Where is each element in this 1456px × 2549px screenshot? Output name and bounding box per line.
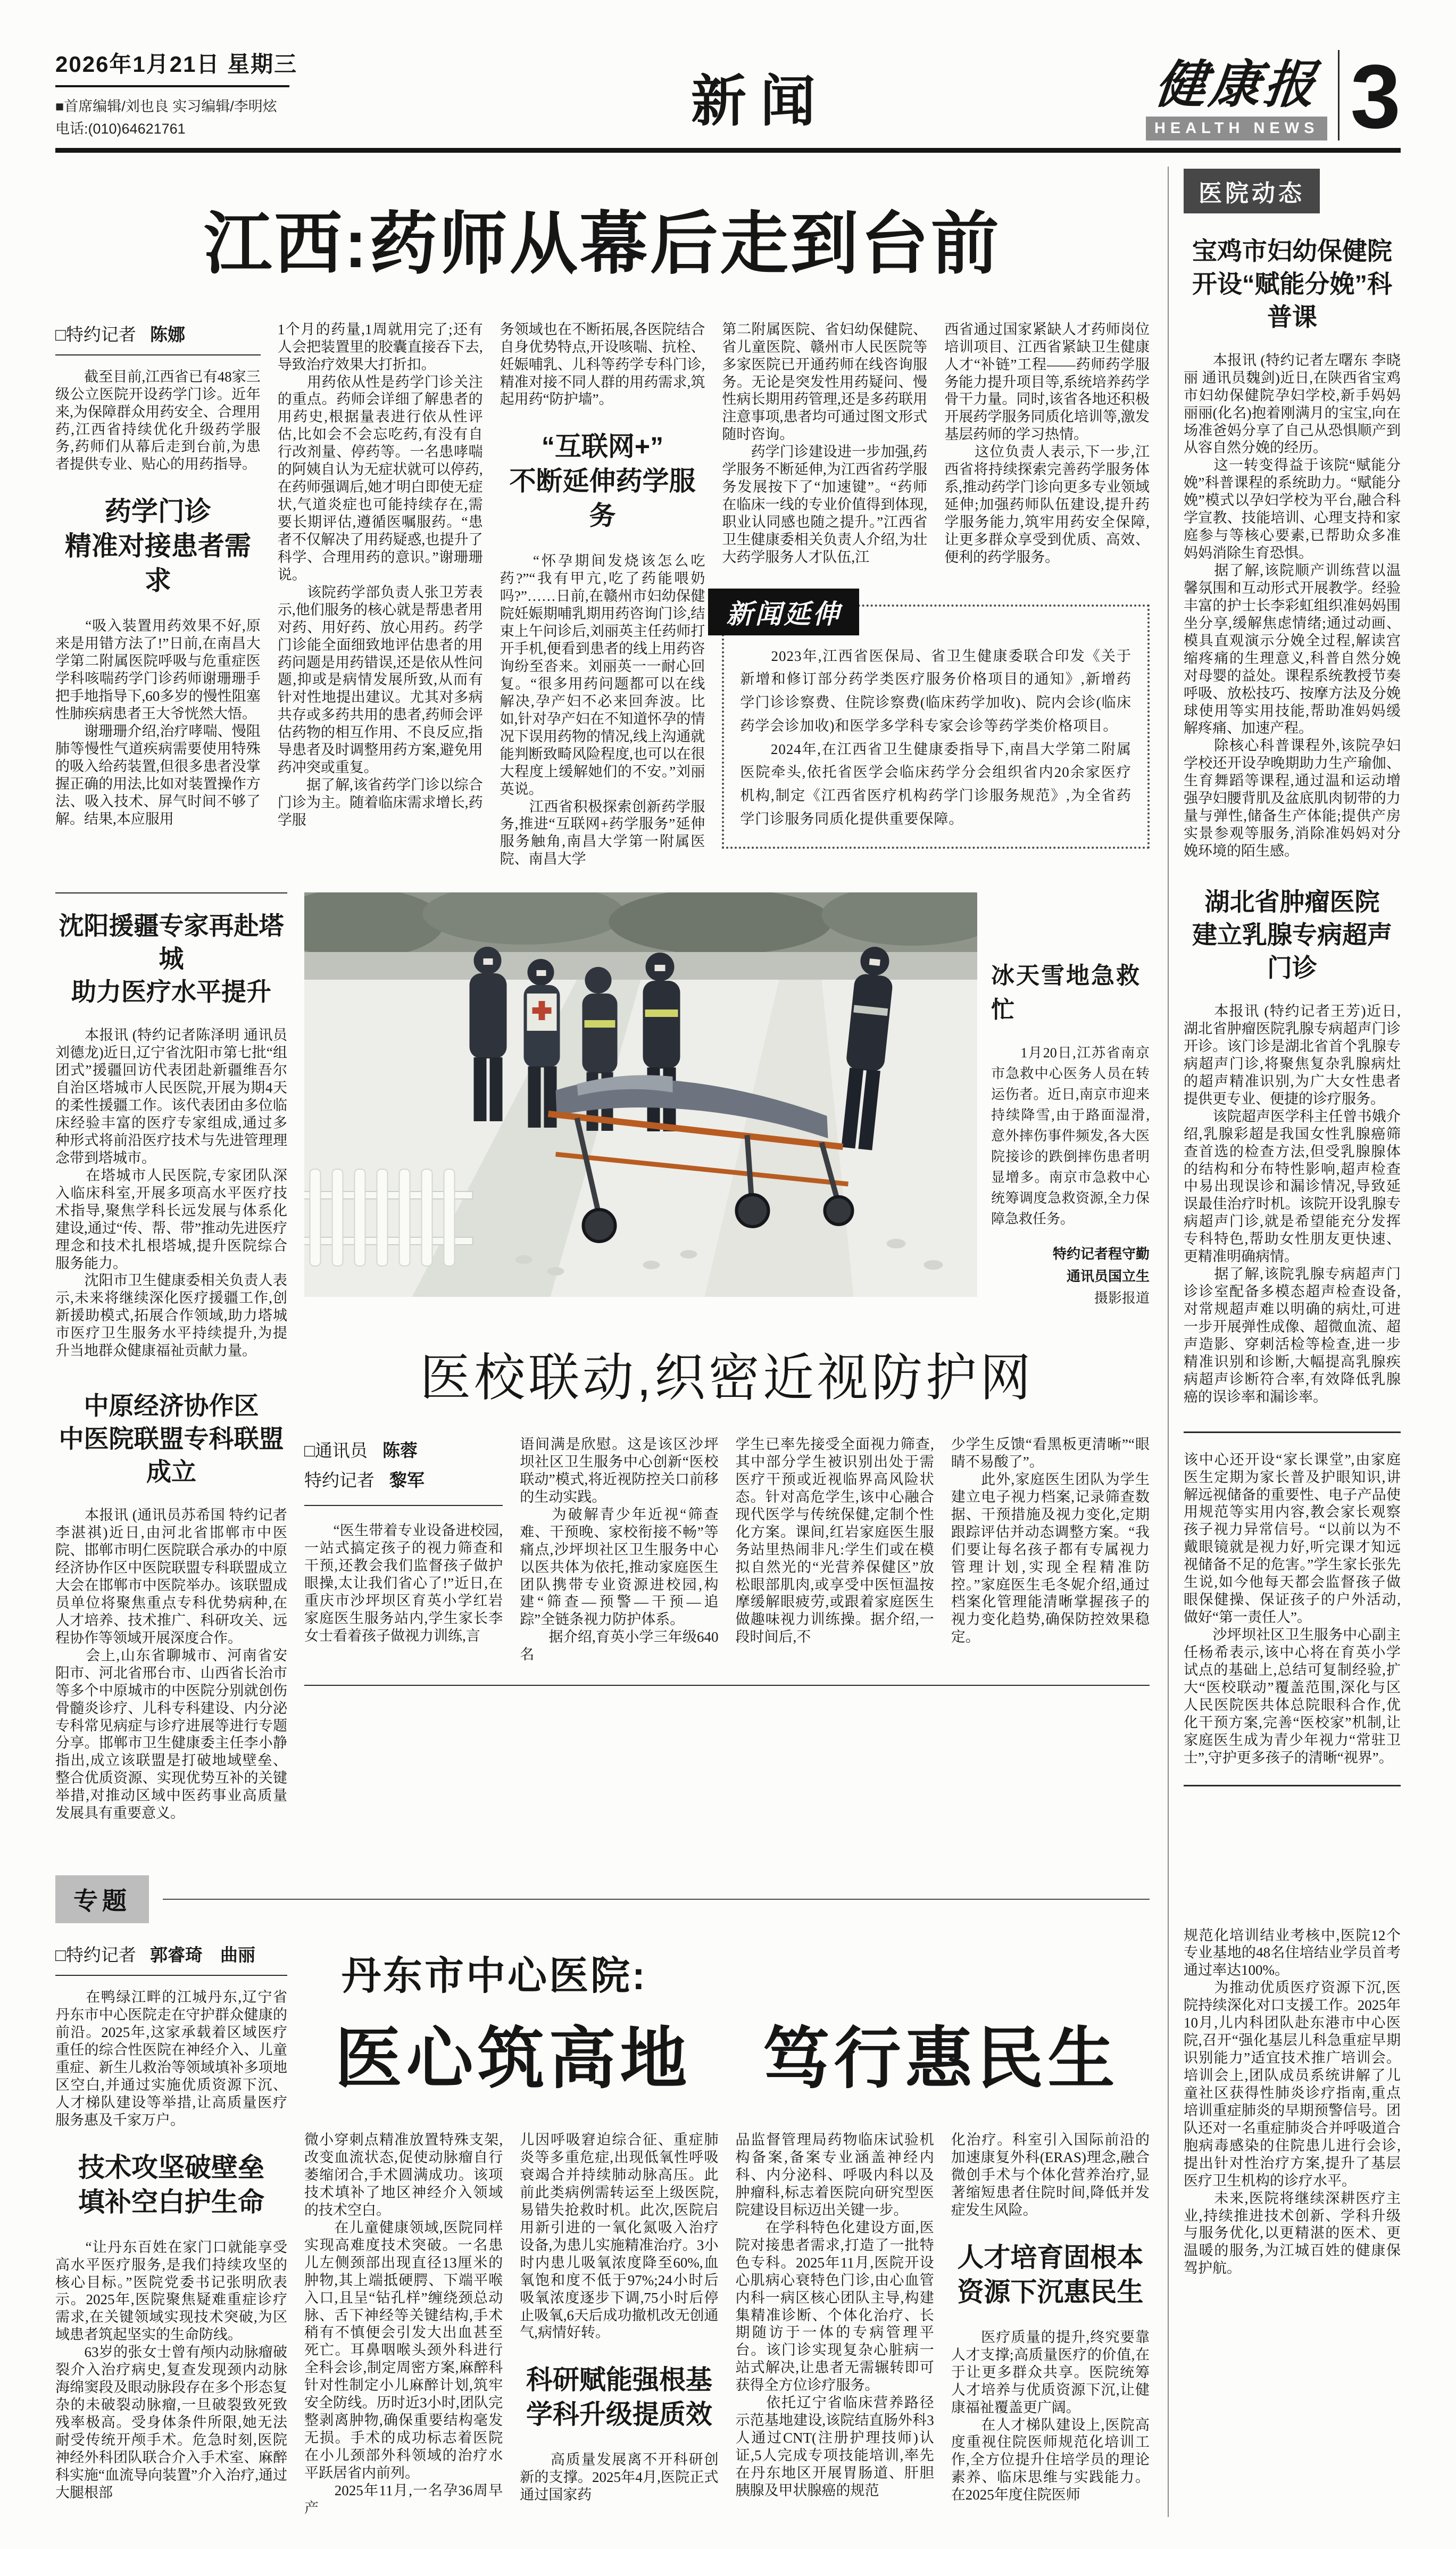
paragraph: 务领域也在不断拓展,各医院结合自身优势特点,开设咳喘、抗栓、妊娠哺乳、儿科等药学专科门诊,精准对接不同人群的用药需求,筑起用药“防护墙”。 [500, 321, 705, 408]
editors-line: ■首席编辑/刘也良 实习编辑/李明炫 [55, 98, 277, 114]
paragraph: 依托辽宁省临床营养路径示范基地建设,该院结直肠外科3人通过CNT(注册护理技师)认证,5人完成专项技能培训,率先在丹东地区开展胃肠道、肝胆胰腺及甲状腺癌的规范 [735, 2395, 934, 2498]
subhead-talent [951, 2240, 1150, 2310]
byline-name: 陈蓉 [382, 1441, 418, 1461]
caption-title: 冰天雪地急救忙 [991, 963, 1141, 1023]
article-columns [55, 321, 1150, 868]
paragraph: 未来,医院将继续深耕医疗主业,持续推进技术创新、学科升级与服务优化,以更精湛的医术、更温暖的服务,为江城百姓的健康保驾护航。 [1184, 2190, 1401, 2277]
subhead-line: 资源下沉惠民生 [957, 2277, 1144, 2307]
paragraph: 据了解,该院乳腺专病超声门诊诊室配备多模态超声检查设备,对常规超声难以明确的病灶,可进一步开展弹性成像、超微血流、超声造影、穿刺活检等检查,进一步精准识别和诊断,大幅提高乳腺疾病超声诊断符合率,有效降低乳腺癌的误诊率和漏诊率。 [1184, 1266, 1401, 1405]
paragraph: 化治疗。科室引入国际前沿的加速康复外科(ERAS)理念,融合微创手术与个体化营养治疗,显著缩短患者住院时间,降低并发症发生风险。 [951, 2132, 1150, 2218]
paragraph-group [520, 2131, 718, 2341]
paragraph: 用药依从性是药学门诊关注的重点。药师会详细了解患者的用药史,根据量表进行依从性评估,比如会不会忘吃药,有没有自行改剂量、停药等。一名患哮喘的阿姨自认为无症状就可以停药,在药师强调后,她才明白即使无症状,气道炎症也可能持续存在,需要长期评估,遵循医嘱服药。“患者不仅解决了用药疑惑,也提升了科学、合理用药的意识。”谢珊珊说。 [277, 374, 483, 583]
paragraph: 微小穿刺点精准放置特殊支架,改变血流状态,促使动脉瘤自行萎缩闭合,手术圆满成功。该项技术填补了地区神经介入领域的技术空白。 [304, 2132, 503, 2218]
paragraph-group [500, 321, 705, 409]
paragraph-group [500, 552, 705, 868]
byline-name: 陈娜 [149, 324, 185, 344]
byline-name: 黎军 [389, 1470, 425, 1491]
header [55, 0, 1401, 148]
header-left [55, 47, 375, 140]
dandong-article-continuation [1184, 1927, 1401, 2278]
subhead-line: 药学门诊 [104, 496, 211, 527]
paragraph: 这位负责人表示,下一步,江西省将持续探索完善药学服务体系,推动药学门诊向更多专业领域延伸;加强药师队伍建设,提升药学服务能力,筑牢用药安全保障,让更多群众享受到优质、高效、便利的药学服务。 [944, 444, 1150, 565]
paragraph: “吸入装置用药效果不好,原来是用错方法了!”日前,在南昌大学第二附属医院呼吸与危重症医学科咳喘药学门诊药师谢珊珊手把手地指导下,60多岁的慢性阻塞性肺疾病患者王大爷恍然大悟。 [55, 618, 261, 722]
masthead [1146, 46, 1401, 148]
headline-line: 中原经济协作区 [84, 1392, 259, 1420]
article-column [520, 2131, 718, 2517]
paragraph: 据了解,该院顺产训练营以温馨氛围和互动形式开展教学。经验丰富的护士长李彩虹组织准妈妈围坐分享,缓解焦虑情绪;通过动画、模具直观演示分娩全过程,解读宫缩疼痛的生理意义,科普自然分娩对母婴的益处。课程系统教授节奏呼吸、放松技巧、按摩方法及分娩球使用等实用技能,帮助准妈妈缓解疼痛、加速产程。 [1184, 562, 1401, 736]
subhead-line: 科研赋能强根基 [526, 2365, 712, 2395]
paragraph-group [951, 2329, 1150, 2504]
photo-illustration [304, 892, 977, 1297]
paragraph: 据介绍,育英小学三年级640名 [520, 1629, 719, 1663]
subhead-line: 学科升级提质效 [526, 2399, 712, 2430]
paragraph: 为推动优质医疗资源下沉,医院持续深化对口支援工作。2025年10月,儿内科团队赴东港市中心医院,召开“强化基层儿科急重症早期识别能力”适宜技术推广培训会。培训会上,团队成员系统讲解了儿童社区获得性肺炎诊疗指南,重点培训重症肺炎的早期预警信号。团队还对一名重症肺炎合并呼吸道合胞病毒感染的住院患儿进行会诊,提出针对性治疗方案,提升了基层医疗卫生机构的诊疗水平。 [1184, 1980, 1401, 2189]
paragraph: 江西省积极探索创新药学服务,推进“互联网+药学服务”延伸服务触角,南昌大学第一附属医院、南昌大学 [500, 798, 705, 867]
paragraph: 该中心还开设“家长课堂”,由家庭医生定期为家长普及护眼知识,讲解远视储备的重要性、电子产品使用规范等实用内容,教会家长观察孩子视力异常信号。“以前以为不戴眼镜就是视力好,听完课才知远视储备不足的危害。”学生家长张先生说,如今他每天都会监督孩子做眼保健操、保证孩子的户外活动,做好“第一责任人”。 [1184, 1451, 1401, 1626]
caption-text: 1月20日,江苏省南京市急救中心医务人员在转运伤者。近日,南京市迎来持续降雪,由于路面湿滑,意外摔伤事件频发,各大医院接诊的跌倒摔伤患者明显增多。南京市急救中心统筹调度急救资源,全力保障急救任务。 [991, 1045, 1150, 1227]
paragraph: 1个月的药量,1周就用完了;还有人会把装置里的胶囊直接吞下去,导致治疗效果大打折扣。 [277, 321, 483, 373]
article-column [55, 1941, 287, 2517]
section-badge-special: 专题 [55, 1875, 149, 1923]
headline-line: 沈阳援疆专家再赴塔城 [59, 912, 284, 973]
article-zhongyuan-alliance [55, 1389, 287, 1822]
paragraph-group [304, 1522, 503, 1645]
photo-credit: 特约记者程守勤 [1052, 1246, 1150, 1262]
paragraph: 沙坪坝社区卫生服务中心副主任杨希表示,该中心将在育英小学试点的基础上,总结可复制经验,扩大“医校联动”覆盖范围,深化与区人民医院医共体总院眼科合作,优化干预方案,完善“医校家”机制,让家庭医生成为青少年视力“常驻卫士”,守护更多孩子的清晰“视界”。 [1184, 1627, 1401, 1766]
article-column [951, 2131, 1150, 2517]
paragraph: 2024年,在江西省卫生健康委指导下,南昌大学第二附属医院牵头,依托省医学会临床药学分会组织省内20余家医疗机构,制定《江西省医疗机构药学门诊服务规范》,为全省药学门诊服务同质化提供重要保障。 [740, 741, 1131, 827]
byline [55, 1941, 287, 1976]
paragraph: 学生已率先接受全面视力筛查,其中部分学生被识别出处于需医疗干预或近视临界高风险状态。针对高危学生,该中心融合现代医学与传统保健,定制个性化方案。课间,红岩家庭医生服务站里热闹非凡:学生们或在模拟自然光的“光营养保健区”放松眼部肌肉,或享受中医恒温按摩缓解眼疲劳,或跟着家庭医生做趣味视力训练操。据介绍,一段时间后,不 [735, 1436, 934, 1645]
article-column [736, 1436, 934, 1664]
paragraph: 2023年,江西省医保局、省卫生健康委联合印发《关于新增和修订部分药学类医疗服务价格项目的通知》,新增药学门诊诊察费、住院诊察费(临床药学加收)、院内会诊(临床药学会诊加收)和医学多学科专家会诊等药学类价格项目。 [740, 648, 1131, 734]
subhead-line: 不断延伸药学服务 [509, 466, 696, 531]
paragraph: 在学科特色化建设方面,医院对接患者需求,打造了一批特色专科。2025年11月,医院开设心肌病心衰特色门诊,由心血管内科一病区核心团队主导,构建集精准诊断、个体化治疗、长期随访于一体的专病管理平台。该门诊实现复杂心脏病一站式解决,让患者无需辗转即可获得全方位诊疗服务。 [735, 2219, 934, 2394]
paragraph: “怀孕期间发烧该怎么吃药?”“我有甲亢,吃了药能喂奶吗?”……日前,在赣州市妇幼保健院妊娠期哺乳期用药咨询门诊,结束上午问诊后,刘丽英主任药师打开手机,便看到患者的线上用药咨询纷至沓来。刘丽英一一耐心回复。“很多用药问题都可以在线解决,孕产妇不必来回奔波。比如,针对孕产妇在不知道怀孕的情况下误用药物的情况,线上沟通就能判断致畸风险程度,也可以在很大程度上缓解她们的不安。”刘丽英说。 [500, 553, 705, 797]
headline-jiangxi: 江西:药师从幕后走到台前 [204, 205, 1001, 282]
article-column [520, 1436, 718, 1664]
article-column [722, 321, 927, 585]
center-region [304, 892, 1150, 1852]
paragraph-group [55, 368, 261, 474]
article-column [304, 1436, 503, 1664]
headline-line: 开设“赋能分娩”科普课 [1192, 269, 1392, 331]
header-rule [55, 148, 1401, 153]
paragraph: 医疗质量的提升,终究要靠人才支撑;高质量医疗的价值,在于让更多群众共享。医院统筹人才培养与优质资源下沉,让健康福祉覆盖更广阔。 [951, 2329, 1150, 2415]
article-column [55, 321, 261, 868]
article-column [278, 321, 483, 868]
byline [304, 1436, 503, 1506]
paragraph: 在儿童健康领域,医院同样实现高难度技术突破。一名患儿左侧颈部出现直径13厘米的肿物,其上端抵硬腭、下端平喉入口,且呈“钻孔样”缠绕颈总动脉、舌下神经等关键结构,手术稍有不慎便会引发大出血甚至死亡。耳鼻咽喉头颈外科进行全科会诊,制定周密方案,麻醉科针对性制定小儿麻醉计划,筑牢安全防线。历时近3小时,团队完整剥离肿物,确保重要结构毫发无损。手术的成功标志着医院在小儿颈部外科领域的治疗水平跃居省内前列。 [304, 2219, 503, 2481]
paragraph: 截至目前,江西省已有48家三级公立医院开设药学门诊。近年来,为保障群众用药安全、合理用药,江西省持续优化升级药学服务,药师们从幕后走到台前,为患者提供专业、贴心的用药指导。 [55, 368, 261, 473]
paragraph: 除核心科普课程外,该院孕妇学校还开设孕晚期助力生产瑜伽、生育舞蹈等课程,通过温和运动增强孕妇腰背肌及盆底肌肉韧带的力量与弹性,储备生产体能;提供产房实景参观等服务,消除准妈妈对分娩环境的陌生感。 [1184, 738, 1401, 859]
news-extension-box [722, 599, 1150, 849]
article-column [944, 321, 1150, 585]
extension-badge: 新闻延伸 [708, 589, 859, 635]
paragraph: 在人才梯队建设上,医院高度重视住院医师规范化培训工作,全方位提升住培学员的理论素养、临床思维与实践能力。在2025年度住院医师 [951, 2416, 1150, 2503]
headline-line: 湖北省肿瘤医院 [1204, 887, 1380, 916]
paragraph: 沈阳市卫生健康委相关负责人表示,未来将继续深化医疗援疆工作,创新援助模式,拓展合作领域,助力塔城市医疗卫生服务水平持续提升,为提升当地群众健康福祉贡献力量。 [55, 1272, 287, 1359]
article-column [736, 2131, 934, 2517]
headline-line: 中医院联盟专科联盟成立 [59, 1425, 284, 1486]
paragraph-group [1184, 352, 1401, 860]
paragraph-group [55, 1027, 287, 1360]
paragraph: 此外,家庭医生团队为学生建立电子视力档案,记录筛查数据、干预措施及视力变化,定期跟踪评估并动态调整方案。“我们要让每名孩子都有专属视力管理计划,实现全程精准防控。”家庭医生毛冬妮介绍,通过档案化管理能清晰掌握孩子的视力变化趋势,确保防控效果稳定。 [951, 1471, 1150, 1645]
headline-baoji [1184, 235, 1401, 334]
paragraph: 为破解青少年近视“筛查难、干预晚、家校衔接不畅”等痛点,沙坪坝社区卫生服务中心以医共体为依托,推动家庭医生团队携带专业资源进校园,构建“筛查—预警—干预—追踪”全链条视力防护体系。 [520, 1506, 719, 1628]
page-number: 3 [1350, 46, 1401, 148]
paragraph: 63岁的张女士曾有颅内动脉瘤破裂介入治疗病史,复查发现颈内动脉海绵窦段及眼动脉段存在多个形态复杂的未破裂动脉瘤,一旦破裂致死致残率极高。受身体条件所限,她无法耐受传统开颅手术。危急时刻,医院神经外科团队联合介入手术室、麻醉科实施“血流导向装置”介入治疗,通过大腿根部 [55, 2344, 287, 2501]
headline-shenyang [55, 909, 287, 1008]
paragraph: 谢珊珊介绍,治疗哮喘、慢阻肺等慢性气道疾病需要使用特殊的吸入给药装置,但很多患者没掌握正确的用法,比如对装置操作方法、吸入技术、屏气时间不够了解。结果,本应服用 [55, 723, 261, 827]
headline-line: 助力医疗水平提升 [71, 978, 271, 1006]
right-rail-hospital-news [1168, 167, 1401, 2517]
date-text: 2026年1月21日 星期三 [55, 52, 298, 77]
headline-line: 建立乳腺专病超声门诊 [1192, 921, 1392, 982]
article-column [500, 321, 705, 868]
main-region [55, 167, 1150, 2517]
byline [55, 321, 261, 355]
photo-row [304, 892, 1150, 1310]
paragraph: 西省通过国家紧缺人才药师岗位培训项目、江西省紧缺卫生健康人才“补链”工程——药师药学服务能力提升项目等,系统培养药学骨干力量。同时,该省各地还积极开展药学服务同质化培训等,激发基层药师的学习热情。 [944, 321, 1150, 443]
paragraph: 品监督管理局药物临床试验机构备案,备案专业涵盖神经内科、内分泌科、呼吸内科以及肿瘤科,标志着医院向研究型医院建设目标迈出关键一步。 [735, 2132, 934, 2218]
paragraph-group [951, 2131, 1150, 2219]
paragraph-group [1184, 1003, 1401, 1406]
paragraph: 会上,山东省聊城市、河南省安阳市、河北省邢台市、山西省长治市等多个中原城市的中医院分别就创伤骨髓炎诊疗、儿科专科建设、内分泌专科常见病症与诊疗进展等进行专题分享。邯郸市卫生健康委主任李小静指出,成立该联盟是打破地域壁垒、整合优质资源、实现优势互补的关键举措,对推动区域中医药事业高质量发展具有重要意义。 [55, 1647, 287, 1822]
date-underline [55, 85, 289, 87]
headline-dandong-main: 医心筑高地 笃行惠民生 [335, 2021, 1119, 2097]
paragraph-group [55, 1989, 287, 2129]
paragraph: 少学生反馈“看黑板更清晰”“眼睛不易酸了”。 [951, 1436, 1150, 1470]
section-badge-hospital-news: 医院动态 [1184, 169, 1320, 213]
headline-zhongyuan [55, 1389, 287, 1488]
subhead-pharmacy-clinic [55, 494, 261, 598]
rail-spacer [1184, 1805, 1401, 1927]
paragraph: “让丹东百姓在家门口就能享受高水平医疗服务,是我们持续攻坚的核心目标。”医院党委书记张明欣表示。2025年,医院聚焦疑难重症诊疗需求,在关键领域实现技术突破,为区域患者筑起坚实的生命防线。 [55, 2239, 287, 2343]
photo-credit: 通讯员国立生 [1066, 1268, 1150, 1284]
middle-zone [55, 892, 1150, 1852]
subhead-line: 人才培育固根本 [957, 2242, 1144, 2272]
masthead-block [1146, 56, 1328, 140]
paragraph: “医生带着专业设备进校园,一站式搞定孩子的视力筛查和干预,还教会我们监督孩子做护眼操,太让我们省心了!”近日,在重庆市沙坪坝区育英小学红岩家庭医生服务站内,学生家长李女士看着孩子做视力训练,言 [304, 1522, 503, 1644]
paragraph: 该院超声医学科主任曾书娥介绍,乳腺彩超是我国女性乳腺癌筛查首选的检查方法,但受乳腺腺体的结构和分布特性影响,超声检查中易出现误诊和漏诊情况,导致延误最佳治疗时机。该院开设乳腺专病超声门诊,就是希望能充分发挥专科特色,帮助女性朋友更快速、更精准明确病情。 [1184, 1108, 1401, 1265]
subhead-line: 填补空白护生命 [78, 2187, 264, 2217]
paragraph: 药学门诊建设进一步加强,药学服务不断延伸,为江西省药学服务发展按下了“加速键”。“药师在临床一线的专业价值得到体现,职业认同感也随之提升。”江西省卫生健康委相关负责人介绍,为壮大药学服务人才队伍,江 [722, 444, 928, 565]
paragraph-group [55, 2239, 287, 2502]
article-column [951, 1436, 1150, 1664]
article-columns [304, 2131, 1150, 2517]
subhead-line: 精准对接患者需求 [64, 531, 251, 596]
paragraph: 在鸭绿江畔的江城丹东,辽宁省丹东市中心医院走在守护群众健康的前沿。2025年,这家承载着区域医疗重任的综合性医院在神经介入、儿童重症、新生儿救治等领域填补多项地区空白,并通过实施优质资源下沉、人才梯队建设等举措,让高质量医疗服务惠及千家万户。 [55, 1989, 287, 2128]
photo-credit: 摄影报道 [1094, 1290, 1150, 1306]
byline-label: □通讯员 [304, 1441, 368, 1461]
article-column [304, 2131, 503, 2517]
special-section-head [55, 1875, 1150, 1923]
paragraph: 语间满是欣慰。这是该区沙坪坝社区卫生服务中心创新“医校联动”模式,将近视防控关口前移的生动实践。 [520, 1436, 719, 1505]
byline-name: 郭睿琦 曲丽 [149, 1945, 255, 1965]
paragraph: 2025年11月,一名孕36周早产 [304, 2482, 503, 2516]
subhead-internet-plus [500, 429, 705, 533]
masthead-logo: 健康报 [1152, 56, 1321, 113]
masthead-subtitle: HEALTH NEWS [1146, 117, 1328, 140]
paragraph: 该院药学部负责人张卫芳表示,他们服务的核心就是帮患者用对药、用好药、放心用药。药学门诊能全面细致地评估患者的用药问题是用药错误,还是依从性问题,抑或是病情发展所致,从而有针对性地提出建议。尤其对多病共存或多药共用的患者,药师会评估药物的相互作用、不良反应,指导患者及时调整用药方案,避免用药冲突或重复。 [277, 584, 483, 776]
page-body [55, 167, 1401, 2517]
section-title: 新闻 [690, 70, 829, 133]
paragraph: 在塔城市人民医院,专家团队深入临床科室,开展多项高水平医疗技术指导,聚焦学科长远发展与体系化建设,通过“传、帮、带”推动先进医疗理念和技术扎根塔城,提升医院综合服务能力。 [55, 1167, 287, 1271]
masthead-divider [1338, 50, 1339, 140]
headline-school-myopia: 医校联动,织密近视防护网 [420, 1350, 1034, 1407]
article-hubei-cancer-hospital [1184, 885, 1401, 1406]
extension-text [740, 645, 1131, 831]
paragraph-group [520, 2451, 718, 2504]
article-dandong-hospital [55, 1941, 1150, 2517]
subhead-line: “互联网+” [541, 432, 664, 462]
phone-line: 电话:(010)64621761 [55, 120, 186, 137]
paragraph: 规范化培训结业考核中,医院12个专业基地的48名住培结业学员首考通过率达100%。 [1184, 1927, 1401, 1979]
section-rule [163, 1899, 1150, 1900]
subhead-technology [55, 2150, 287, 2220]
headline-line: 宝鸡市妇幼保健院 [1192, 236, 1392, 265]
rail-divider [1184, 1785, 1401, 1786]
rail-divider [1184, 1431, 1401, 1433]
byline-label: □特约记者 [55, 1945, 136, 1965]
paragraph: 这一转变得益于该院“赋能分娩”科普课程的系统助力。“赋能分娩”模式以孕妇学校为平台,融合科学宣教、技能培训、心理支持和家庭参与等核心要素,已帮助众多准妈妈消除生育恐惧。 [1184, 457, 1401, 561]
paragraph-group [55, 617, 261, 827]
photo-caption [991, 892, 1150, 1310]
paragraph: 本报讯 (通讯员苏希国 特约记者李湛祺)近日,由河北省邯郸市中医院、邯郸市明仁医院联合承办的中原经济协作区中医院联盟专科联盟成立大会在邯郸市中医院举办。该联盟成员单位将聚焦重点专科优势病种,在人才培养、技术推广、科研攻关、远程协作等领域开展深度合作。 [55, 1507, 287, 1646]
article-shenyang-xinjiang [55, 909, 287, 1360]
paragraph: 高质量发展离不开科研创新的支撑。2025年4月,医院正式通过国家药 [520, 2452, 719, 2503]
headline-dandong-kicker: 丹东市中心医院: [342, 1954, 647, 1998]
byline-label: □特约记者 [55, 324, 136, 344]
byline-label: 特约记者 [304, 1470, 375, 1491]
paragraph-group [55, 1507, 287, 1822]
article-columns [304, 1436, 1150, 1686]
school-article-continuation [1184, 1451, 1401, 1767]
paragraph: 本报讯 (特约记者陈泽明 通讯员刘德龙)近日,辽宁省沈阳市第七批“组团式”援疆回访代表团赴新疆维吾尔自治区塔城市人民医院,开展为期4天的柔性援疆工作。该代表团由多位临床经验丰富的医疗专家组成,通过多种形式将前沿医疗技术与先进管理理念带到塔城市。 [55, 1027, 287, 1166]
headline-hubei [1184, 885, 1401, 984]
paragraph: 本报讯 (特约记者王芳)近日,湖北省肿瘤医院乳腺专病超声门诊开诊。该门诊是湖北省首个乳腺专病超声门诊,将聚焦复杂乳腺病灶的超声精准识别,为广大女性患者提供更专业、便捷的诊疗服务。 [1184, 1003, 1401, 1107]
special-center [304, 1941, 1150, 2517]
subhead-research [520, 2363, 718, 2432]
subhead-line: 技术攻坚破壁垒 [78, 2152, 264, 2182]
paragraph: 儿因呼吸窘迫综合征、重症肺炎等多重危症,出现低氧性呼吸衰竭合并持续肺动脉高压。此前此类病例需转运至上级医院,易错失抢救时机。此次,医院启用新引进的一氧化氮吸入治疗设备,为患儿实施精准治疗。3小时内患儿吸氧浓度降至60%,血氧饱和度不低于97%;24小时后吸氧浓度逐步下调,75小时后停止吸氧,6天后成功撤机改无创通气,病情好转。 [520, 2132, 719, 2341]
article-baoji-maternity [1184, 235, 1401, 860]
paragraph: 第二附属医院、省妇幼保健院、省儿童医院、赣州市人民医院等多家医院已开通药师在线咨询服务。无论是突发性用药疑问、慢性病长期用药管理,还是多药联用注意事项,患者均可通过图文形式随时咨询。 [722, 321, 928, 443]
article-jiangxi-pharmacists [55, 189, 1150, 868]
news-photo-snow-rescue [304, 892, 977, 1297]
paragraph: 本报讯 (特约记者左曙东 李晓丽 通讯员魏剑)近日,在陕西省宝鸡市妇幼保健院孕妇学校,新手妈妈丽丽(化名)抱着刚满月的宝宝,向在场准爸妈分享了自己从恐惧顺产到从容自然分娩的经历。 [1184, 352, 1401, 456]
paragraph: 据了解,该省药学门诊以综合门诊为主。随着临床需求增长,药学服 [277, 777, 483, 828]
left-column-articles [55, 892, 287, 1852]
